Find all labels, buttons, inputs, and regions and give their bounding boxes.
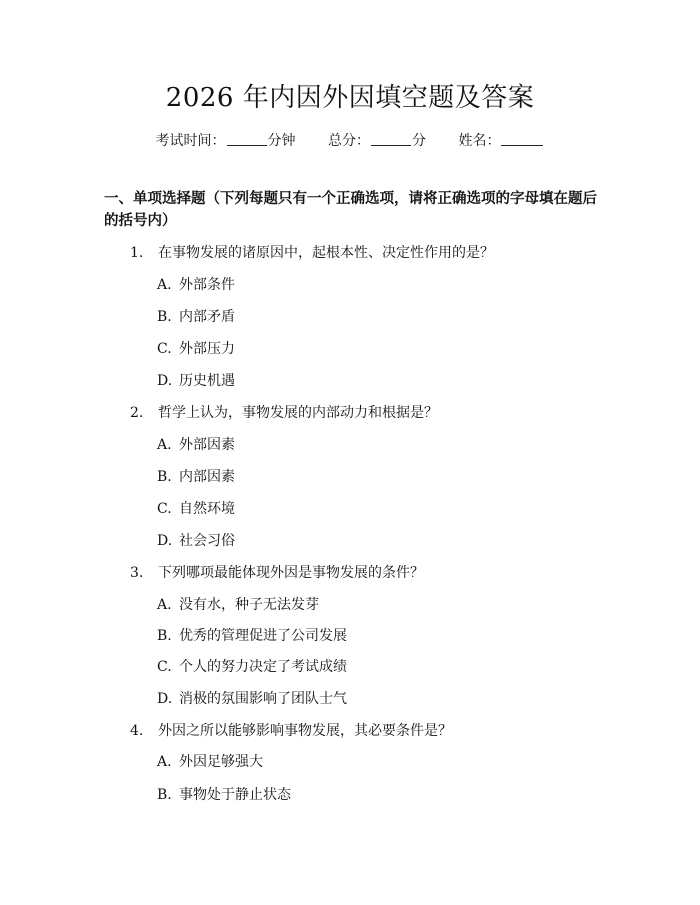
option-letter: A. <box>157 754 172 770</box>
option-letter: D. <box>157 373 173 389</box>
option-text: 消极的氛围影响了团队士气 <box>179 691 347 707</box>
question-text: 在事物发展的诸原因中，起根本性、决定性作用的是？ <box>158 245 494 261</box>
option-letter: A. <box>157 597 172 613</box>
question-4-option-b <box>157 785 291 805</box>
exam-time <box>156 131 296 151</box>
question-4-option-a <box>157 752 263 772</box>
question-2 <box>130 403 438 423</box>
option-text: 事物处于静止状态 <box>179 787 291 803</box>
question-4 <box>130 721 452 741</box>
option-letter: A. <box>157 277 172 293</box>
option-letter: C. <box>157 341 172 357</box>
question-3-option-c <box>157 657 347 677</box>
student-name-label: 姓名： <box>458 133 501 149</box>
question-3-option-d <box>157 689 347 709</box>
question-3 <box>130 563 424 583</box>
question-2-option-c <box>157 499 235 519</box>
question-text: 外因之所以能够影响事物发展，其必要条件是？ <box>158 723 452 739</box>
option-text: 优秀的管理促进了公司发展 <box>179 628 347 644</box>
question-1-option-b <box>157 307 235 327</box>
option-text: 外部压力 <box>179 341 235 357</box>
option-letter: B. <box>157 628 172 644</box>
option-text: 内部矛盾 <box>179 309 235 325</box>
option-letter: A. <box>157 437 172 453</box>
option-letter: C. <box>157 501 172 517</box>
option-text: 社会习俗 <box>179 533 235 549</box>
student-name <box>458 131 544 151</box>
total-score-unit: 分 <box>412 133 426 149</box>
option-letter: B. <box>157 787 172 803</box>
option-letter: C. <box>157 659 172 675</box>
option-text: 个人的努力决定了考试成绩 <box>179 659 347 675</box>
question-2-option-d <box>157 531 235 551</box>
option-text: 外部条件 <box>179 277 235 293</box>
option-letter: B. <box>157 469 172 485</box>
option-text: 自然环境 <box>179 501 235 517</box>
question-number: 2. <box>130 405 144 421</box>
option-text: 没有水，种子无法发芽 <box>179 597 319 613</box>
question-2-option-a <box>157 435 235 455</box>
section-heading: 一、单项选择题（下列每题只有一个正确选项，请将正确选项的字母填在题后的括号内） <box>104 191 597 229</box>
question-1-option-c <box>157 339 235 359</box>
total-score-label: 总分： <box>328 133 370 149</box>
question-1 <box>130 243 494 263</box>
question-text: 哲学上认为，事物发展的内部动力和根据是？ <box>158 405 438 421</box>
option-text: 外部因素 <box>179 437 235 453</box>
option-text: 历史机遇 <box>179 373 235 389</box>
question-number: 1. <box>130 245 144 261</box>
question-2-option-b <box>157 467 235 487</box>
exam-time-unit: 分钟 <box>267 133 296 149</box>
option-text: 外因足够强大 <box>179 754 263 770</box>
question-1-option-d <box>157 371 235 391</box>
question-1-option-a <box>157 275 235 295</box>
question-text: 下列哪项最能体现外因是事物发展的条件？ <box>158 565 424 581</box>
option-letter: B. <box>157 309 172 325</box>
question-3-option-b <box>157 626 347 646</box>
option-letter: D. <box>157 691 173 707</box>
question-3-option-a <box>157 595 319 615</box>
option-letter: D. <box>157 533 173 549</box>
student-name-blank <box>501 131 543 146</box>
exam-meta <box>0 131 700 151</box>
question-number: 3. <box>130 565 144 581</box>
question-number: 4. <box>130 723 144 739</box>
exam-time-label: 考试时间： <box>155 133 226 149</box>
exam-time-blank <box>227 131 267 146</box>
option-text: 内部因素 <box>179 469 235 485</box>
total-score-blank <box>371 131 411 146</box>
document-title: 2026 年内因外因填空题及答案 <box>165 83 535 113</box>
total-score <box>328 131 426 151</box>
